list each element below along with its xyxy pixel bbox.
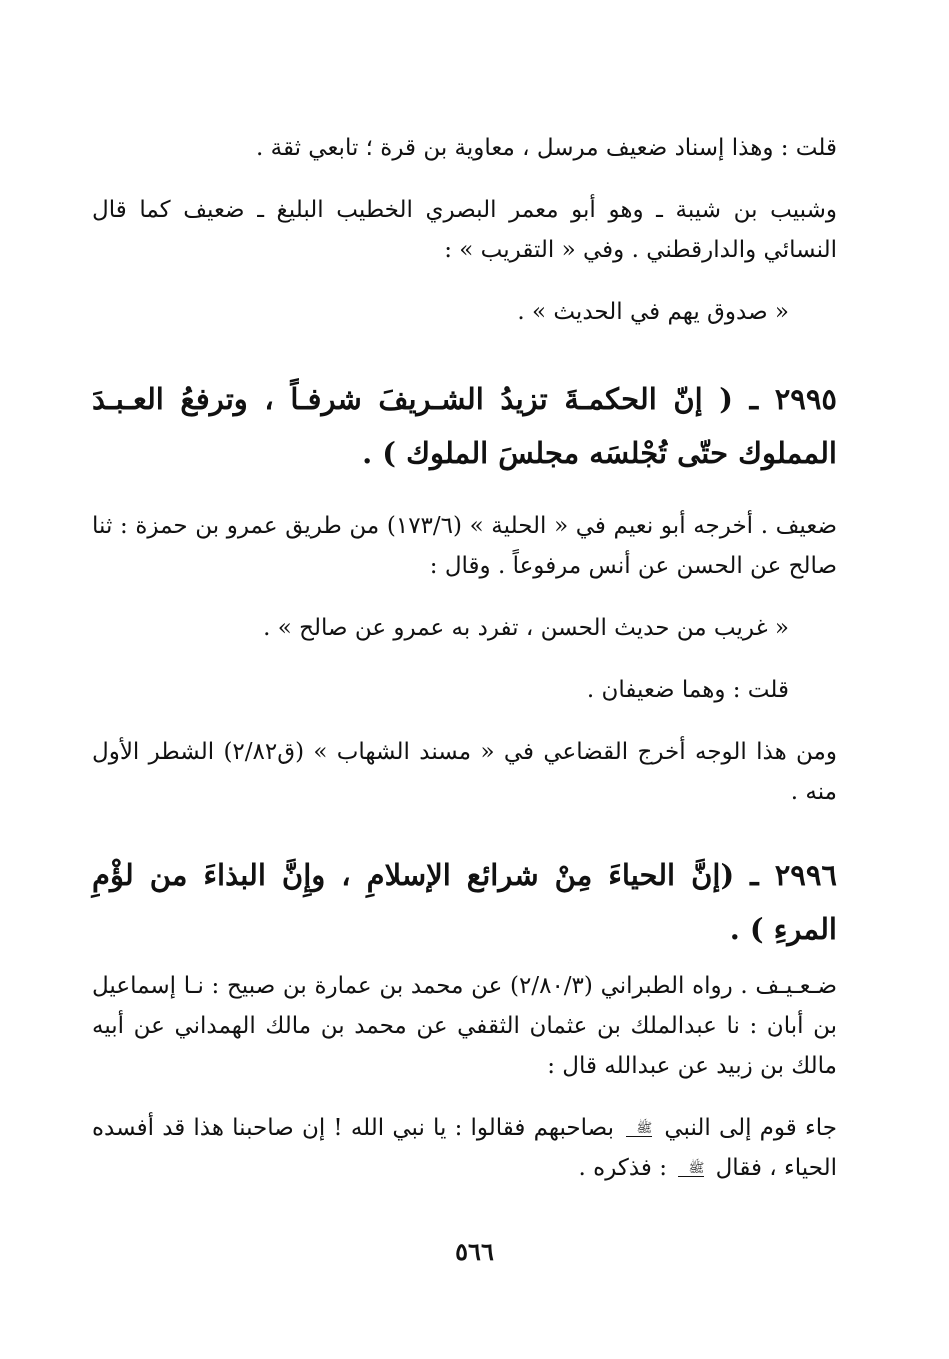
quote-2995-gharib: « غريب من حديث الحسن ، تفرد به عمرو عن صالح » . <box>263 615 789 641</box>
story-part-2: بصاحبهم فقالوا : يا نبي الله ! إن صاحبنا هذا قد أفسده الحياء ، فقال <box>92 1115 837 1181</box>
story-part-3: : فذكره . <box>578 1155 667 1181</box>
hadith-2996-heading: ٢٩٩٦ ـ (إنَّ الحياءَ مِنْ شرائع الإسلامِ ، وإِنَّ البذاءَ من لؤْمِ المرءِ ) . <box>92 858 837 946</box>
paragraph-shabib-narrator: وشبيب بن شيبة ـ وهو أبو معمر البصري الخطيب البليغ ـ ضعيف كما قال النسائي والدارقطني . وفي « التقريب » : <box>92 197 837 263</box>
salla-symbol: ﷺ <box>678 1162 704 1177</box>
hadith-2995-heading: ٢٩٩٥ ـ ( إنّ الحكمـةَ تزيدُ الشـريفَ شرفـاً ، وترفعُ العـبـدَ المملوك حتّى تُجْلسَه مجلسَ الملوك ) . <box>92 382 837 470</box>
paragraph-conclusion: قلت : وهذا إسناد ضعيف مرسل ، معاوية بن قرة ؛ تابعي ثقة . <box>255 135 837 161</box>
paragraph-2995-qudai: ومن هذا الوجه أخرج القضاعي في « مسند الشهاب » (ق٢/٨٢) الشطر الأول منه . <box>92 739 837 805</box>
quote-taqrib: « صدوق يهم في الحديث » . <box>517 299 789 325</box>
paragraph-2996-story <box>92 1108 837 1188</box>
paragraph-2996-source: ضـعـيـف . رواه الطبراني (٢/٨٠/٣) عن محمد بن عمارة بن صبيح : نـا إسماعيل بن أبان : نا عبدالملك بن عثمان الثقفي عن محمد بن مالك الهمداني عن أبيه مالك بن زبيد عن عبدالله قال : <box>92 973 837 1079</box>
paragraph-2995-weak: قلت : وهما ضعيفان . <box>586 677 789 703</box>
salla-symbol: ﷺ <box>626 1122 652 1137</box>
story-part-1: جاء قوم إلى النبي <box>664 1115 838 1141</box>
paragraph-2995-source: ضعيف . أخرجه أبو نعيم في « الحلية » (١٧٣/٦) من طريق عمرو بن حمزة : ثنا صالح عن الحسن عن أنس مرفوعاً . وقال : <box>92 513 837 579</box>
page-number: ٥٦٦ <box>455 1237 494 1266</box>
